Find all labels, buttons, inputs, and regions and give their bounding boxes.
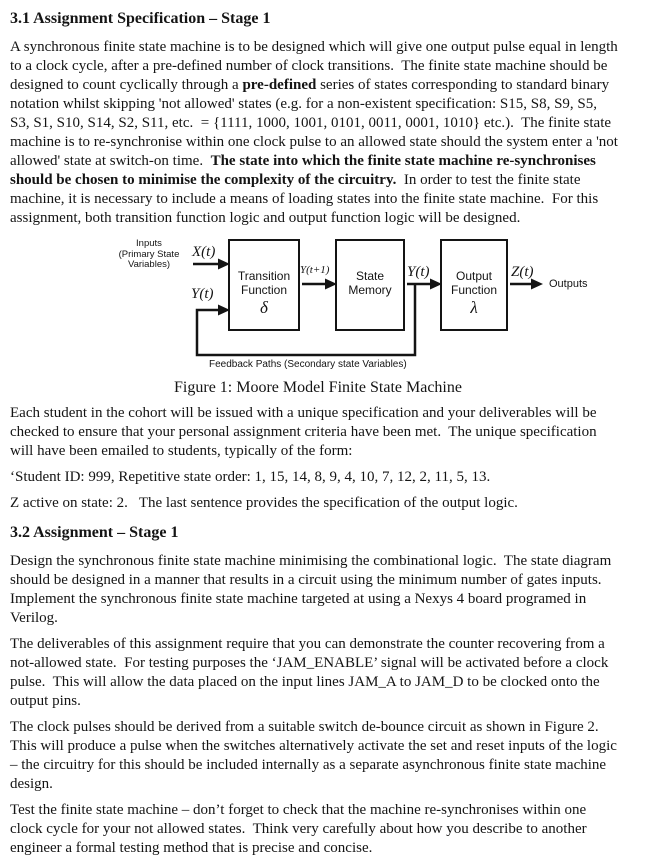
- output-function-box: [440, 239, 508, 331]
- signal-y-t-plus-1-label: Y(t+1): [300, 264, 330, 276]
- paragraph-clock-pulses: [10, 718, 662, 794]
- section-3-1-heading: 3.1 Assignment Specification – Stage 1: [10, 10, 271, 27]
- text-line: clock cycle for your not allowed states. Think very carefully about how you describe to another: [10, 821, 587, 837]
- text-line: S3, S1, S10, S14, S2, S11, etc. = {1111, 1000, 1001, 0101, 0011, 0001, 1010} etc.). The finite state: [10, 115, 612, 131]
- fsm-block-diagram: [10, 235, 662, 376]
- text-line: designed to count cyclically through a pre-defined series of states corresponding to standard binary: [10, 77, 610, 93]
- paragraph-design-task: [10, 552, 662, 628]
- output-box-label: Function: [450, 283, 498, 297]
- signal-z-t-label: Z(t): [511, 264, 534, 280]
- transition-box-label: Transition: [237, 269, 291, 283]
- figure-1-caption: Figure 1: Moore Model Finite State Machine: [174, 379, 462, 396]
- paragraph-spec-intro: [10, 38, 662, 228]
- text-line: design.: [10, 776, 53, 792]
- state-memory-box: [335, 239, 405, 331]
- text-line: Implement the synchronous finite state machine targeted at using a Nexys 4 board programed in: [10, 591, 587, 607]
- text-line: A synchronous finite state machine is to be designed which will give one output pulse equal in length: [10, 39, 618, 55]
- text-line: The deliverables of this assignment require that you can demonstrate the counter recovering from a: [10, 636, 605, 652]
- text-line: checked to ensure that your personal assignment criteria have been met. The unique specification: [10, 424, 597, 440]
- section-3-2-heading: 3.2 Assignment – Stage 1: [10, 524, 179, 541]
- paragraph-testing: [10, 801, 662, 858]
- inputs-primary-state-variables-label: [110, 239, 188, 271]
- text-line: should be designed in a manner that results in a circuit using the minimum number of gates inputs.: [10, 572, 602, 588]
- inputs-label-line: Inputs: [136, 238, 162, 249]
- delta-symbol: δ: [260, 298, 268, 317]
- text-line: machine, it is necessary to include a means of loading states into the finite state machine. For this: [10, 191, 599, 207]
- text-line: Z active on state: 2. The last sentence provides the specification of the output logic.: [10, 495, 518, 511]
- outputs-label: Outputs: [549, 278, 588, 290]
- feedback-paths-label: Feedback Paths (Secondary state Variables): [209, 359, 407, 370]
- state-memory-box-label: Memory: [348, 283, 392, 297]
- text-line: engineer a formal testing method that is precise and concise.: [10, 840, 373, 856]
- figure-1: [10, 235, 662, 397]
- text-line: – the circuitry for this should be included internally as a separate asynchronous finite state machine: [10, 757, 607, 773]
- signal-y-t-state-label: Y(t): [407, 264, 430, 280]
- text-line: ‘Student ID: 999, Repetitive state order: 1, 15, 14, 8, 9, 4, 10, 7, 12, 2, 11, 5, 13.: [10, 469, 491, 485]
- text-line: not-allowed state. For testing purposes the ‘JAM_ENABLE’ signal will be activated before a clock: [10, 655, 609, 671]
- output-box-label: Output: [455, 269, 493, 283]
- signal-x-t-label: X(t): [192, 244, 216, 260]
- text-line: Verilog.: [10, 610, 58, 626]
- text-line: This will produce a pulse when the switches alternatively activate the set and reset inputs of the logic: [10, 738, 617, 754]
- text-line: output pins.: [10, 693, 81, 709]
- state-memory-box-label: State: [355, 269, 385, 283]
- text-line: should be chosen to minimise the complexity of the circuitry. In order to test the finite state: [10, 172, 581, 188]
- text-line: Each student in the cohort will be issued with a unique specification and your deliverables will be: [10, 405, 597, 421]
- text-line: Test the finite state machine – don’t forget to check that the machine re-synchronises within one: [10, 802, 587, 818]
- text-line: assignment, both transition function logic and output function logic will be designed.: [10, 210, 521, 226]
- inputs-label-line: Variables): [127, 259, 171, 270]
- transition-function-box: [228, 239, 300, 331]
- paragraph-student-id-example: [10, 468, 662, 487]
- lambda-symbol: λ: [470, 298, 478, 317]
- paragraph-z-active: [10, 494, 662, 513]
- text-line: The clock pulses should be derived from a suitable switch de-bounce circuit as shown in Figure 2.: [10, 719, 599, 735]
- text-line: machine is to re-synchronise within one clock pulse to an allowed state should the system enter a 'not: [10, 134, 618, 150]
- signal-y-t-feedback-label: Y(t): [191, 286, 214, 302]
- text-line: to a clock cycle, after a pre-defined number of clock transitions. The finite state machine should be: [10, 58, 608, 74]
- inputs-label-line: (Primary State: [118, 248, 180, 260]
- text-line: will have been emailed to students, typically of the form:: [10, 443, 353, 459]
- text-line: allowed' state at switch-on time. The state into which the finite state machine re-synchronises: [10, 153, 596, 169]
- transition-box-label: Function: [240, 283, 288, 297]
- paragraph-unique-specification: [10, 404, 662, 461]
- text-line: Design the synchronous finite state machine minimising the combinational logic. The state diagram: [10, 553, 612, 569]
- text-line: pulse. This will allow the data placed on the input lines JAM_A to JAM_D to be clocked onto the: [10, 674, 600, 690]
- text-line: notation whilst skipping 'not allowed' states (e.g. for a non-existent specification: S15, S8, S9, S5,: [10, 96, 598, 112]
- paragraph-deliverables: [10, 635, 662, 711]
